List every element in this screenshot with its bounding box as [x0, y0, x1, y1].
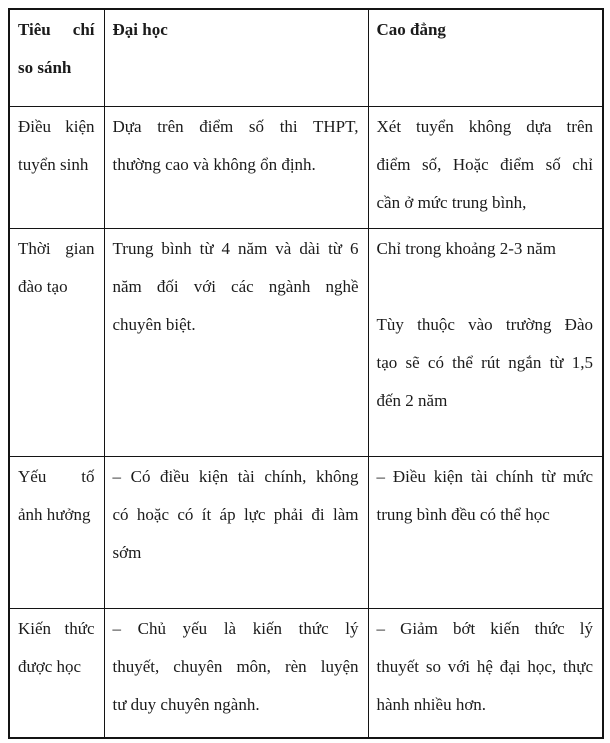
text-line: đào tạo — [18, 276, 68, 296]
header-cell-college — [368, 9, 603, 106]
text-line: Điều kiện — [18, 116, 95, 136]
text-line: so sánh — [18, 58, 72, 77]
table-body — [9, 9, 603, 738]
text-line: Dựa trên điểm số thi THPT, — [112, 116, 359, 136]
cell-r2-criteria — [9, 228, 104, 456]
text-line: thường cao và không ổn định. — [112, 154, 316, 174]
table-row — [9, 228, 603, 456]
cell-r3-university — [104, 456, 368, 608]
text-line: điểm số, Hoặc điểm số chỉ — [376, 154, 593, 174]
text-line: năm đối với các ngành nghề — [112, 276, 359, 296]
text-line: – Chủ yếu là kiến thức lý — [112, 618, 359, 638]
text-line: Yếu tố — [18, 466, 95, 486]
text-line: Chỉ trong khoảng 2-3 năm — [376, 238, 556, 258]
text-line: Xét tuyển không dựa trên — [376, 116, 593, 136]
table-row — [9, 608, 603, 738]
text-line: Cao đẳng — [376, 20, 446, 39]
table-row — [9, 106, 603, 228]
text-line: tư duy chuyên ngành. — [112, 694, 260, 714]
cell-r3-college — [368, 456, 603, 608]
text-line: cần ở mức trung bình, — [376, 192, 527, 212]
blank-line — [377, 268, 594, 306]
cell-r3-criteria — [9, 456, 104, 608]
text-line: thuyết so với hệ đại học, thực — [376, 656, 593, 676]
table-row — [9, 456, 603, 608]
comparison-table — [8, 8, 604, 739]
text-line: Trung bình từ 4 năm và dài từ 6 — [112, 238, 359, 258]
text-line: tuyển sinh — [18, 154, 89, 174]
text-line: hành nhiều hơn. — [376, 694, 487, 714]
text-line: trung bình đều có thể học — [376, 504, 550, 524]
text-line: – Có điều kiện tài chính, không — [112, 466, 359, 486]
cell-r1-college — [368, 106, 603, 228]
text-line: Đại học — [112, 20, 168, 39]
cell-r4-college — [368, 608, 603, 738]
cell-r2-university — [104, 228, 368, 456]
text-line: tạo sẽ có thể rút ngắn từ 1,5 — [376, 352, 593, 372]
text-line: Kiến thức — [18, 618, 95, 638]
text-line: được học — [18, 656, 82, 676]
cell-r4-university — [104, 608, 368, 738]
cell-r1-criteria — [9, 106, 104, 228]
text-line: – Điều kiện tài chính từ mức — [376, 466, 593, 486]
text-line: Tiêu chí — [18, 20, 95, 39]
header-cell-criteria — [9, 9, 104, 106]
text-line: ảnh hưởng — [18, 504, 91, 524]
text-line: Thời gian — [18, 238, 95, 258]
text-line: có hoặc có ít áp lực phải đi làm — [112, 504, 359, 524]
text-line: thuyết, chuyên môn, rèn luyện — [112, 656, 359, 676]
text-line: – Giảm bớt kiến thức lý — [376, 618, 593, 638]
cell-r4-criteria — [9, 608, 104, 738]
text-line: sớm — [112, 542, 142, 562]
text-line: đến 2 năm — [376, 390, 448, 410]
cell-r2-college — [368, 228, 603, 456]
header-cell-university — [104, 9, 368, 106]
header-row — [9, 9, 603, 106]
text-line: Tùy thuộc vào trường Đào — [376, 314, 593, 334]
cell-r1-university — [104, 106, 368, 228]
text-line: chuyên biệt. — [112, 314, 196, 334]
